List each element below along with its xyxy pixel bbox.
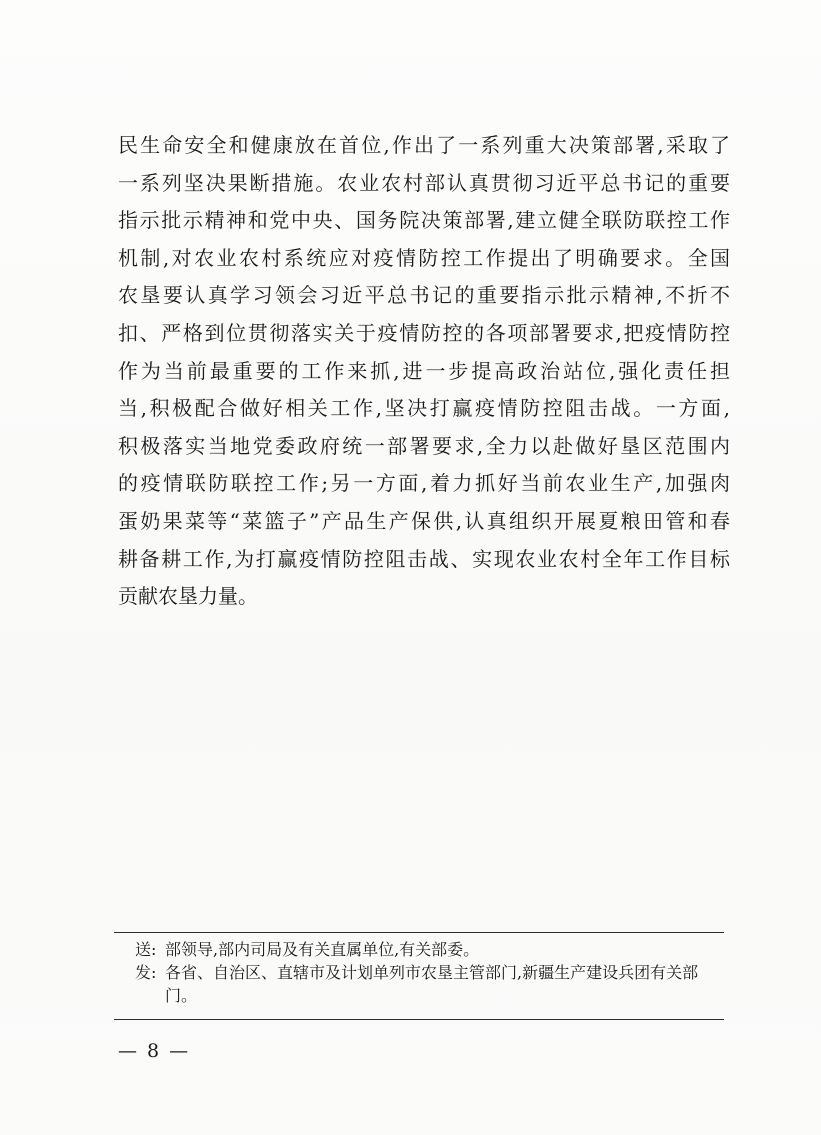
distribution-bottom-rule <box>114 1019 724 1020</box>
distribution-list <box>135 938 725 1007</box>
body-line: 作为当前最重要的工作来抓,进一步提高政治站位,强化责任担 <box>118 358 730 383</box>
send-row <box>135 938 725 961</box>
body-line: 的疫情联防联控工作;另一方面,着力抓好当前农业生产,加强肉 <box>118 471 730 496</box>
body-line: 贡献农垦力量。 <box>118 584 258 609</box>
body-line: 当,积极配合做好相关工作,坚决打赢疫情防控阻击战。一方面, <box>118 396 730 421</box>
distribution-top-rule <box>114 932 724 933</box>
body-line: 积极落实当地党委政府统一部署要求,全力以赴做好垦区范围内 <box>118 433 730 458</box>
body-line: 农垦要认真学习领会习近平总书记的重要指示批示精神,不折不 <box>118 283 730 308</box>
body-line: 民生命安全和健康放在首位,作出了一系列重大决策部署,采取了 <box>118 133 730 157</box>
issue-label: 发: <box>135 963 157 982</box>
send-recipients: 部领导,部内司局及有关直属单位,有关部委。 <box>165 940 480 959</box>
body-text <box>118 127 730 616</box>
send-label: 送: <box>135 940 157 959</box>
body-line: 指示批示精神和党中央、国务院决策部署,建立健全联防联控工作 <box>118 208 730 233</box>
issue-row <box>135 961 725 1007</box>
page-number: — 8 — <box>118 1040 191 1062</box>
body-line: 蛋奶果菜等“菜篮子”产品生产保供,认真组织开展夏粮田管和春 <box>118 508 730 533</box>
body-line: 扣、严格到位贯彻落实关于疫情防控的各项部署要求,把疫情防控 <box>118 320 730 345</box>
body-line: 一系列坚决果断措施。农业农村部认真贯彻习近平总书记的重要 <box>118 170 730 195</box>
body-line: 机制,对农业农村系统应对疫情防控工作提出了明确要求。全国 <box>118 245 730 270</box>
issue-recipients: 各省、自治区、直辖市及计划单列市农垦主管部门,新疆生产建设兵团有关部门。 <box>165 963 699 1005</box>
body-line: 耕备耕工作,为打赢疫情防控阻击战、实现农业农村全年工作目标 <box>118 546 730 571</box>
